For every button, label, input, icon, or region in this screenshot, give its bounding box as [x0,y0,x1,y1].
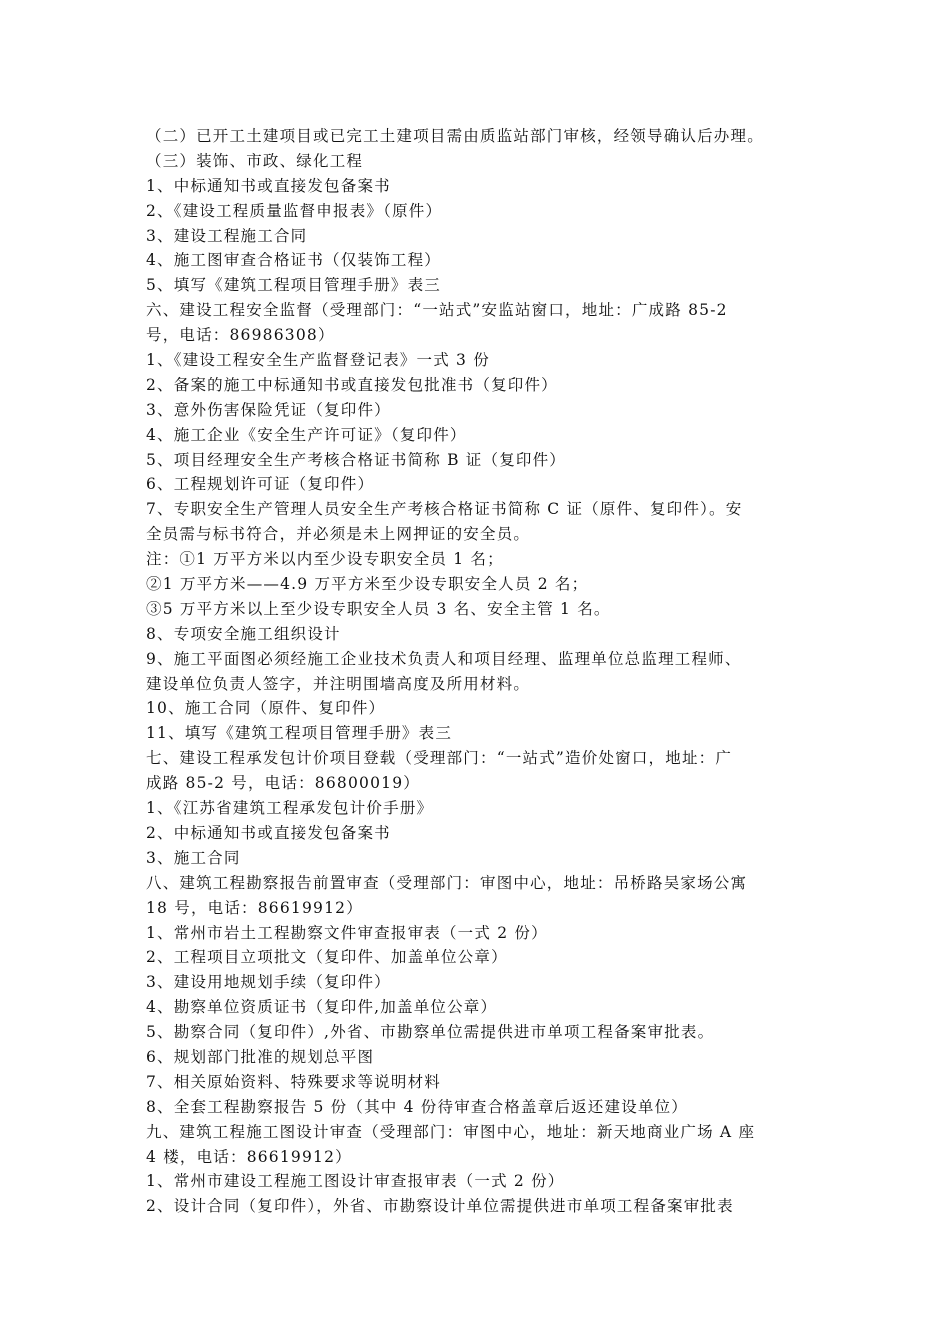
text-line: 2、设计合同（复印件），外省、市勘察设计单位需提供进市单项工程备案审批表 [146,1197,734,1216]
text-line: 7、专职安全生产管理人员安全生产考核合格证书简称 C 证（原件、复印件）。安 [146,500,743,519]
text-line: 1、《江苏省建筑工程承发包计价手册》 [146,799,434,818]
text-line: （三）装饰、市政、绿化工程 [146,151,364,170]
text-line: 4、施工图审查合格证书（仅装饰工程） [146,251,441,270]
text-line: 8、全套工程勘察报告 5 份（其中 4 份待审查合格盖章后返还建设单位） [146,1097,688,1116]
text-line: 六、建设工程安全监督（受理部门：“一站式”安监站窗口，地址：广成路 85-2 [146,301,728,320]
text-line: 建设单位负责人签字，并注明围墙高度及所用材料。 [146,674,531,693]
text-line: 八、建筑工程勘察报告前置审查（受理部门：审图中心，地址：吊桥路吴家场公寓 [146,873,748,892]
text-line: 七、建设工程承发包计价项目登载（受理部门：“一站式”造价处窗口，地址：广 [146,749,733,768]
text-line: 3、意外伤害保险凭证（复印件） [146,400,391,419]
text-line: 1、中标通知书或直接发包备案书 [146,176,391,195]
text-line: 9、施工平面图必须经施工企业技术负责人和项目经理、监理单位总监理工程师、 [146,649,742,668]
text-line: 2、《建设工程质量监督申报表》（原件） [146,201,443,220]
text-line: 1、《建设工程安全生产监督登记表》一式 3 份 [146,351,490,370]
text-line: 号，电话：86986308） [146,326,335,345]
text-line: （二）已开工土建项目或已完工土建项目需由质监站部门审核，经领导确认后办理。 [146,127,764,145]
text-line: ②1 万平方米——4.9 万平方米至少设专职安全人员 2 名； [146,575,589,594]
text-line: 10、施工合同（原件、复印件） [146,699,386,718]
text-line: 全员需与标书符合，并必须是未上网押证的安全员。 [146,525,531,544]
text-line: 注：①1 万平方米以内至少设专职安全员 1 名； [146,550,504,569]
text-line: 3、建设工程施工合同 [146,226,308,245]
text-line: 7、相关原始资料、特殊要求等说明材料 [146,1072,441,1091]
text-line: 2、备案的施工中标通知书或直接发包批准书（复印件） [146,375,558,394]
text-line: 6、工程规划许可证（复印件） [146,475,375,494]
text-line: 6、规划部门批准的规划总平图 [146,1047,375,1066]
text-line: ③5 万平方米以上至少设专职安全人员 3 名、安全主管 1 名。 [146,599,611,618]
text-line: 1、常州市建设工程施工图设计审查报审表（一式 2 份） [146,1172,565,1191]
text-line: 18 号，电话：86619912） [146,898,363,917]
text-line: 8、专项安全施工组织设计 [146,624,341,643]
text-line: 4、勘察单位资质证书（复印件,加盖单位公章） [146,998,498,1017]
text-line: 4 楼，电话：86619912） [146,1147,352,1166]
text-line: 5、填写《建筑工程项目管理手册》表三 [146,276,441,295]
text-line: 成路 85-2 号，电话：86800019） [146,774,420,793]
text-line: 1、常州市岩土工程勘察文件审查报审表（一式 2 份） [146,923,548,942]
text-line: 11、填写《建筑工程项目管理手册》表三 [146,724,453,743]
document-body [146,124,818,1219]
text-line: 5、项目经理安全生产考核合格证书简称 B 证（复印件） [146,450,567,469]
text-line: 2、工程项目立项批文（复印件、加盖单位公章） [146,948,508,967]
text-line: 九、建筑工程施工图设计审查（受理部门：审图中心，地址：新天地商业广场 A 座 [146,1122,756,1141]
text-line: 3、施工合同 [146,848,241,867]
text-line: 3、建设用地规划手续（复印件） [146,973,391,992]
text-line: 5、勘察合同（复印件）,外省、市勘察单位需提供进市单项工程备案审批表。 [146,1023,715,1042]
text-line: 4、施工企业《安全生产许可证》（复印件） [146,425,467,444]
text-line: 2、中标通知书或直接发包备案书 [146,823,391,842]
